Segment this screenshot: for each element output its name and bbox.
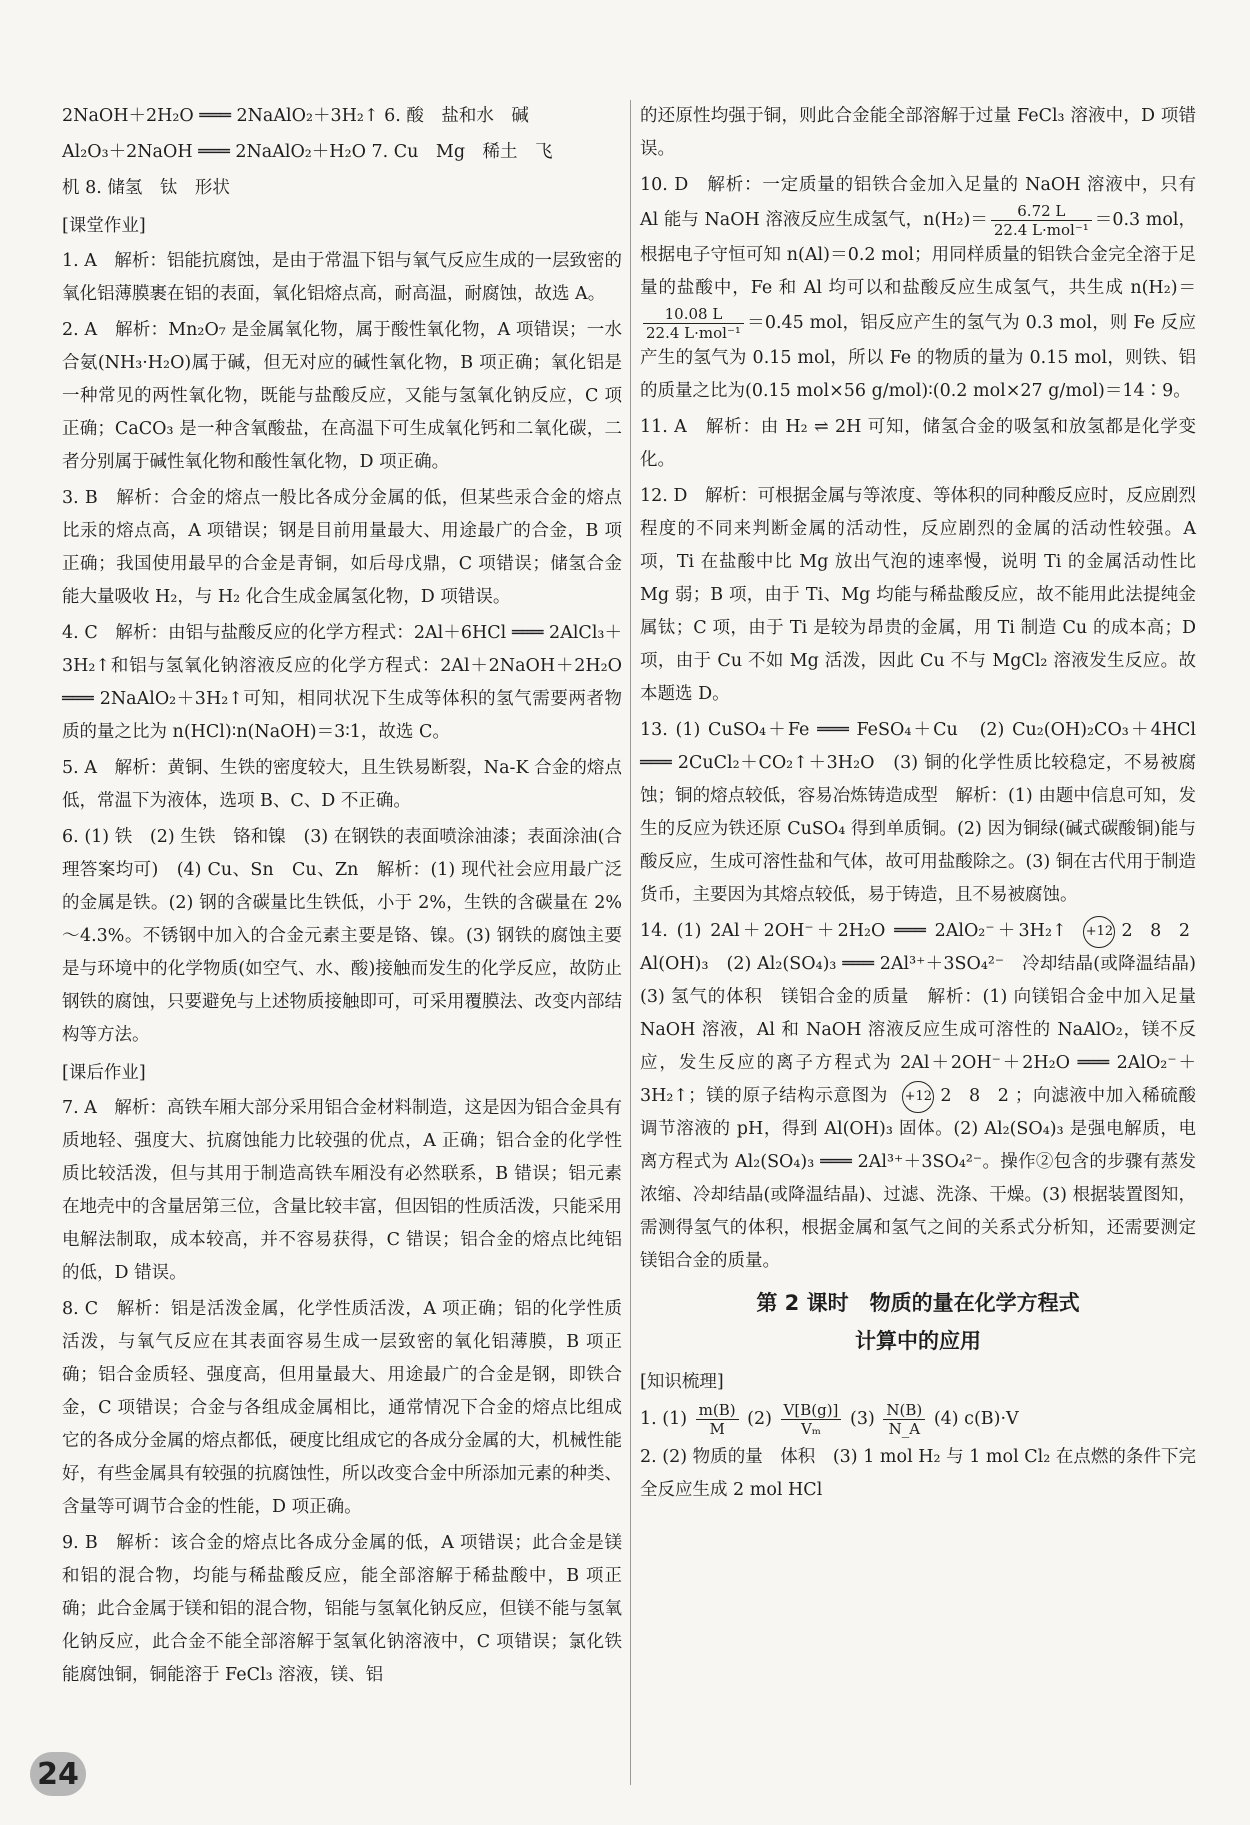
- knowledge-1: [640, 1401, 1196, 1438]
- answer-6: 6. (1) 铁 (2) 生铁 铬和镍 (3) 在钢铁的表面喷涂油漆；表面涂油(合理答案均可) (4) Cu、Sn Cu、Zn 解析：(1) 现代社会应用最广泛的金属是铁。(2) 钢的含碳量比生铁低，小于 2%，生铁的含碳量在 2%～4.3%。不锈钢中加入的合金元素主要是铬、镍。(3) 钢铁的腐蚀主要是与环境中的化学物质(如空气、水、酸)接触而发生的化学反应，故防止钢铁的腐蚀，只要避免与上述物质接触即可，可采用覆膜法、改变内部结构等方法。: [62, 827, 622, 1045]
- page-number-badge: [30, 1752, 86, 1796]
- knowledge-1-prefix: 1. (1): [640, 1409, 688, 1429]
- column-divider: [630, 100, 631, 1785]
- section-heading-classwork: [课堂作业]: [62, 216, 146, 236]
- answer-14-text-a: 14. (1) 2Al＋2OH⁻＋2H₂O ═══ 2AlO₂⁻＋3H₂↑: [640, 921, 1067, 941]
- atom-shells: 2 8 2: [940, 1086, 1015, 1106]
- formula-moles-volume: [781, 1401, 842, 1438]
- fraction-numerator: V[B(g)]: [781, 1401, 842, 1420]
- answer-3: 3. B 解析：合金的熔点一般比各成分金属的低，但某些汞合金的熔点比汞的熔点高，A 项错误；钢是目前用量最大、用途最广的合金，B 项正确；我国使用最早的合金是青铜，如后母戊鼎，C 项错误；储氢合金能大量吸收 H₂，与 H₂ 化合生成金属氢化物，D 项错误。: [62, 488, 622, 607]
- answer-8: 8. C 解析：铝是活泼金属，化学性质活泼，A 项正确；铝的化学性质活泼，与氧气反应在其表面容易生成一层致密的氧化铝薄膜，B 项正确；铝合金质轻、强度高，但用量最大、用途最广的合金是钢，即铁合金，C 项错误；合金与各组成金属相比，通常情况下合金的熔点比组成它的各成分金属的熔点都低，硬度比组成它的各成分金属的大，机械性能好，有些金属具有较强的抗腐蚀性，所以改变合金中所添加元素的种类、含量等可调节合金的性能，D 项正确。: [62, 1299, 622, 1517]
- answer-12: 12. D 解析：可根据金属与等浓度、等体积的同种酸反应时，反应剧烈程度的不同来判断金属的活动性，反应剧烈的金属的活动性较强。A 项，Ti 在盐酸中比 Mg 放出气泡的速率慢，说明 Ti 的金属活动性比 Mg 弱；B 项，由于 Ti、Mg 均能与稀盐酸反应，故不能用此法提纯金属钛；C 项，由于 Ti 是较为昂贵的金属，用 Ti 制造 Cu 的成本高；D 项，由于 Cu 不如 Mg 活泼，因此 Cu 不与 MgCl₂ 溶液发生反应。故本题选 D。: [640, 486, 1196, 704]
- answer-14-text-c: ；向滤液中加入稀硫酸调节溶液的 pH，得到 Al(OH)₃ 固体。(2) Al₂(SO₄)₃ 是强电解质，电离方程式为 Al₂(SO₄)₃ ═══ 2Al³⁺＋3SO₄²⁻。操作②包含的步骤有蒸发浓缩、冷却结晶(或降温结晶)、过滤、洗涤、干燥。(3) 根据装置图知，需测得氢气的体积，根据金属和氢气之间的关系式分析知，还需要测定镁铝合金的质量。: [640, 1086, 1196, 1271]
- fraction-h2-volume-2: [643, 305, 744, 342]
- left-column: [62, 100, 622, 1695]
- atom-structure-diagram: [902, 1080, 1015, 1113]
- formula-moles-mass: [696, 1401, 739, 1438]
- section-heading-homework: [课后作业]: [62, 1063, 146, 1083]
- atom-shells: 2 8 2: [1121, 921, 1196, 941]
- fraction-denominator: Vₘ: [800, 1420, 821, 1438]
- lesson-title-line-1: 第 2 课时 物质的量在化学方程式: [756, 1291, 1080, 1315]
- knowledge-2: 2. (2) 物质的量 体积 (3) 1 mol H₂ 与 1 mol Cl₂ 在点燃的条件下完全反应生成 2 mol HCl: [640, 1447, 1196, 1500]
- answer-14-text-b: Al(OH)₃ (2) Al₂(SO₄)₃ ═══ 2Al³⁺＋3SO₄²⁻ 冷却结晶(或降温结晶) (3) 氢气的体积 镁铝合金的质量 解析：(1) 向镁铝合金中加入足量 NaOH 溶液，Al 和 NaOH 溶液反应生成可溶性的 NaAlO₂，镁不反应，发生反应的离子方程式为 2Al＋2OH⁻＋2H₂O ═══ 2AlO₂⁻＋3H₂↑；镁的原子结构示意图为: [640, 954, 1214, 1106]
- atom-structure-diagram: [1083, 915, 1196, 948]
- answer-10-text-b: ＝0.3 mol，根据电子守恒可知 n(Al)＝0.2 mol；用同样质量的铝铁合金完全溶于足量的盐酸中，Fe 和 Al 均可以和盐酸反应生成氢气，共生成 n(H₂)＝: [640, 210, 1197, 298]
- answer-4: 4. C 解析：由铝与盐酸反应的化学方程式：2Al＋6HCl ═══ 2AlCl₃＋3H₂↑和铝与氢氧化钠溶液反应的化学方程式：2Al＋2NaOH＋2H₂O ═══ 2NaAlO₂＋3H₂↑可知，相同状况下生成等体积的氢气需要两者物质的量之比为 n(HCl)∶n(NaOH)＝3∶1，故选 C。: [62, 623, 622, 742]
- atom-nucleus: +12: [902, 1081, 934, 1113]
- answer-7: 7. A 解析：高铁车厢大部分采用铝合金材料制造，这是因为铝合金具有质地轻、强度大、抗腐蚀能力比较强的优点，A 正确；铝合金的化学性质比较活泼，但与其用于制造高铁车厢没有必然联系，B 错误；铝元素在地壳中的含量居第三位，含量比较丰富，但因铝的性质活泼，只能采用电解法制取，成本较高，并不容易获得，C 错误；铝合金的熔点比纯铝的低，D 错误。: [62, 1098, 622, 1283]
- fraction-numerator: m(B): [696, 1401, 739, 1420]
- intro-line: 机 8. 储氢 钛 形状: [62, 178, 230, 198]
- answer-10-text-c: ＝0.45 mol，铝反应产生的氢气为 0.3 mol，则 Fe 反应产生的氢气为 0.15 mol，所以 Fe 的物质的量为 0.15 mol，则铁、铝的质量之比为(0.15 mol×56 g/mol)∶(0.2 mol×27 g/mol)＝14∶9。: [640, 313, 1196, 401]
- section-heading-knowledge: [知识梳理]: [640, 1372, 724, 1392]
- fraction-denominator: M: [709, 1420, 725, 1438]
- answer-10-text-a: 10. D 解析：一定质量的铝铁合金加入足量的 NaOH 溶液中，只有 Al 能与 NaOH 溶液反应生成氢气，n(H₂)＝: [640, 175, 1196, 230]
- answer-13: 13. (1) CuSO₄＋Fe ═══ FeSO₄＋Cu (2) Cu₂(OH)₂CO₃＋4HCl ═══ 2CuCl₂＋CO₂↑＋3H₂O (3) 铜的化学性质比较稳定，不易被腐蚀；铜的熔点较低，容易冶炼铸造成型 解析：(1) 由题中信息可知，发生的反应为铁还原 CuSO₄ 得到单质铜。(2) 因为铜绿(碱式碳酸铜)能与酸反应，生成可溶性盐和气体，故可用盐酸除之。(3) 铜在古代用于制造货币，主要因为其熔点较低，易于铸造，且不易被腐蚀。: [640, 720, 1196, 905]
- knowledge-1-part-3: (3): [850, 1409, 875, 1429]
- answer-9: 9. B 解析：该合金的熔点比各成分金属的低，A 项错误；此合金是镁和铝的混合物，均能与稀盐酸反应，能全部溶解于稀盐酸中，B 项正确；此合金属于镁和铝的混合物，铝能与氢氧化钠反应，但镁不能与氢氧化钠反应，此合金不能全部溶解于氢氧化钠溶液中，C 项错误；氯化铁能腐蚀铜，铜能溶于 FeCl₃ 溶液，镁、铝: [62, 1533, 622, 1685]
- intro-line: 2NaOH＋2H₂O ═══ 2NaAlO₂＋3H₂↑ 6. 酸 盐和水 碱: [62, 106, 529, 126]
- page-number: 24: [37, 1756, 79, 1792]
- answer-2: 2. A 解析：Mn₂O₇ 是金属氧化物，属于酸性氧化物，A 项错误；一水合氨(NH₃·H₂O)属于碱，但无对应的碱性氧化物，B 项正确；氧化铝是一种常见的两性氧化物，既能与盐酸反应，又能与氢氧化钠反应，C 项正确；CaCO₃ 是一种含氧酸盐，在高温下可生成氧化钙和二氧化碳，二者分别属于碱性氧化物和酸性氧化物，D 项正确。: [62, 320, 622, 472]
- fraction-denominator: 22.4 L·mol⁻¹: [993, 221, 1089, 239]
- lesson-title-line-2: 计算中的应用: [855, 1329, 981, 1353]
- fraction-denominator: 22.4 L·mol⁻¹: [646, 324, 741, 342]
- intro-line: Al₂O₃＋2NaOH ═══ 2NaAlO₂＋H₂O 7. Cu Mg 稀土 飞: [62, 142, 553, 162]
- knowledge-1-part-4: (4) c(B)·V: [933, 1409, 1019, 1429]
- answer-1: 1. A 解析：铝能抗腐蚀，是由于常温下铝与氧气反应生成的一层致密的氧化铝薄膜裹在铝的表面，氧化铝熔点高，耐高温，耐腐蚀，故选 A。: [62, 251, 622, 304]
- fraction-numerator: 10.08 L: [643, 305, 744, 324]
- lesson-title: [640, 1284, 1196, 1360]
- right-column: [640, 100, 1214, 1510]
- atom-nucleus: +12: [1083, 916, 1115, 948]
- knowledge-1-part-2: (2): [747, 1409, 772, 1429]
- answer-14: [640, 915, 1214, 1278]
- answer-11: 11. A 解析：由 H₂ ⇌ 2H 可知，储氢合金的吸氢和放氢都是化学变化。: [640, 417, 1196, 470]
- answer-5: 5. A 解析：黄铜、生铁的密度较大，且生铁易断裂，Na-K 合金的熔点低，常温下为液体，选项 B、C、D 不正确。: [62, 758, 622, 811]
- fraction-numerator: 6.72 L: [991, 202, 1092, 221]
- fraction-h2-volume-1: [991, 202, 1092, 239]
- fraction-denominator: N_A: [888, 1420, 921, 1438]
- answer-10: [640, 169, 1196, 408]
- fraction-numerator: N(B): [883, 1401, 925, 1420]
- answer-9-continued: 的还原性均强于铜，则此合金能全部溶解于过量 FeCl₃ 溶液中，D 项错误。: [640, 106, 1196, 159]
- formula-moles-particles: [883, 1401, 925, 1438]
